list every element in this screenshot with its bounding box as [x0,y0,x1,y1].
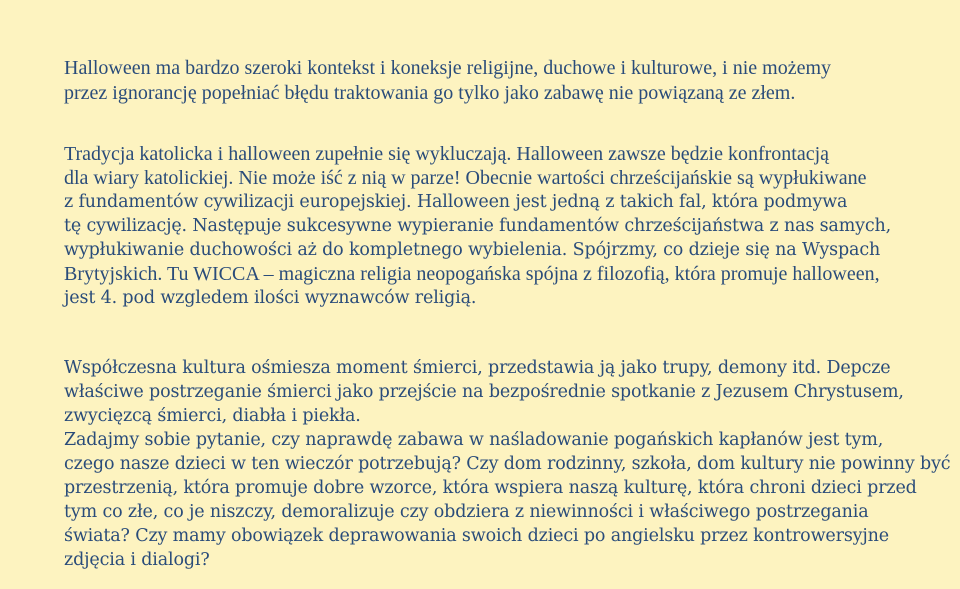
text-line: Brytyjskich. Tu WICCA – magiczna religia neopogańska spójna z filozofią, która promuje halloween, [64,263,880,285]
text-line: czego nasze dzieci w ten wieczór potrzebują? Czy dom rodzinny, szkoła, dom kultury nie powinny być [64,454,951,474]
text-line: tę cywilizację. Następuje sukcesywne wypieranie fundamentów chrześcijaństwa z nas samych, [64,216,892,236]
text-line: tym co złe, co je niszczy, demoralizuje czy obdziera z niewinności i właściwego postrzegania [64,502,869,522]
text-line: przestrzenią, która promuje dobre wzorce, która wspiera naszą kulturę, która chroni dzieci przed [64,478,917,498]
text-line: zdjęcia i dialogi? [64,550,210,570]
text-line: wypłukiwanie duchowości aż do kompletnego wybielenia. Spójrzmy, co dzieje się na Wyspach [64,240,881,260]
text-line: z fundamentów cywilizacji europejskiej. Halloween jest jedną z takich fal, która podmywa [64,192,848,212]
text-line: Halloween ma bardzo szeroki kontekst i koneksje religijne, duchowe i kulturowe, i nie możemy [64,57,832,79]
text-line: Zadajmy sobie pytanie, czy naprawdę zabawa w naśladowanie pogańskich kapłanów jest tym, [64,430,884,450]
text-line: zwycięzcą śmierci, diabła i piekła. [64,406,361,426]
text-line: jest 4. pod wzgledem ilości wyznawców religią. [64,288,477,308]
text-line: Tradycja katolicka i halloween zupełnie się wykluczają. Halloween zawsze będzie konfrontacją [64,143,830,165]
text-line: przez ignorancję popełniać błędu traktowania go tylko jako zabawę nie powiązaną ze złem. [64,81,796,104]
text-line: świata? Czy mamy obowiązek deprawowania swoich dzieci po angielsku przez kontrowersyjne [64,526,889,546]
text-line: właściwe postrzeganie śmierci jako przejście na bezpośrednie spotkanie z Jezusem Chrystusem, [64,382,904,402]
paragraph-catholic-tradition [64,142,944,310]
paragraph-halloween-context [64,56,944,105]
text-line: dla wiary katolickiej. Nie może iść z nią w parze! Obecnie wartości chrześcijańskie są wypłukiwane [64,167,867,189]
text-line: Współczesna kultura ośmiesza moment śmierci, przedstawia ją jako trupy, demony itd. Depcze [64,358,891,378]
paragraph-modern-culture [64,356,951,572]
